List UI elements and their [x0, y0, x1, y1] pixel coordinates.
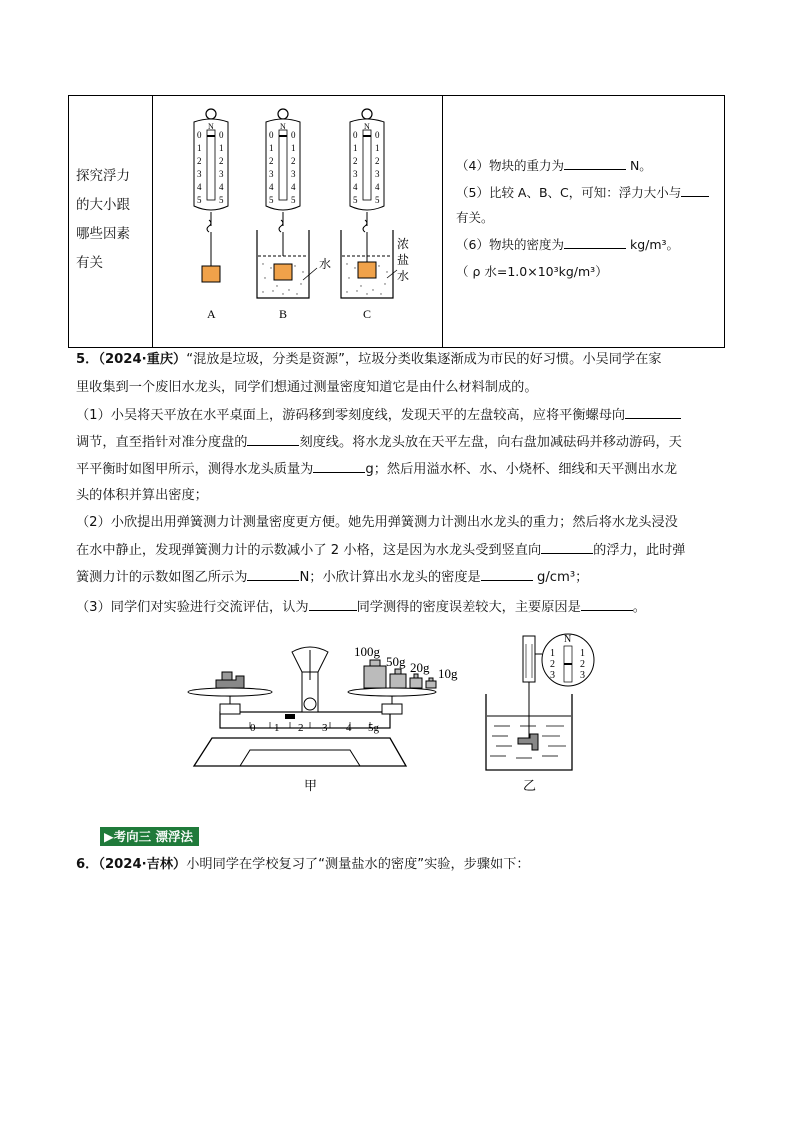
weight-label: 20g [410, 660, 430, 675]
caption-jia: 甲 [304, 778, 318, 793]
svg-text:3: 3 [197, 169, 202, 179]
rider-tick: 2 [298, 722, 304, 734]
q5-line-10: （3）同学们对实验进行交流评估，认为 同学测得的密度误差较大，主要原因是 。 [76, 600, 646, 615]
topic-line: 的大小跟 [76, 197, 130, 213]
topic-cell [76, 162, 156, 278]
svg-text:1: 1 [219, 143, 224, 153]
caption-yi: 乙 [523, 778, 537, 793]
svg-text:0: 0 [353, 130, 358, 140]
svg-text:3: 3 [269, 169, 274, 179]
svg-text:2: 2 [291, 156, 296, 166]
gauge-figure [486, 634, 594, 793]
answer-blank[interactable] [481, 568, 533, 581]
svg-text:1: 1 [375, 143, 380, 153]
spring-scale-figure [169, 108, 410, 326]
spring-scale-a [194, 109, 228, 321]
question-4: （4）物块的重力为 N。 [456, 158, 652, 173]
gauge-tick: 1 [580, 648, 585, 659]
label-c: C [363, 307, 372, 321]
q5-line-3: （1）小吴将天平放在水平桌面上，游码移到零刻度线，发现天平的左盘较高，应将平衡螺母向 [76, 406, 681, 425]
q5-line-9: 簧测力计的示数如图乙所示为 N；小欣计算出水龙头的密度是 g/cm³； [76, 570, 589, 585]
rider-tick: 3 [322, 722, 328, 734]
svg-text:5: 5 [375, 195, 380, 205]
q5-line-1: 5．（2024·重庆）“混放是垃圾，分类是资源”，垃圾分类收集逐渐成为市民的好习惯。小吴同学在家 [76, 352, 662, 367]
svg-text:3: 3 [219, 169, 224, 179]
svg-text:2: 2 [269, 156, 274, 166]
weight-label: 50g [386, 654, 406, 669]
label-brine-2: 盐 [397, 253, 410, 267]
label-a: A [207, 307, 216, 321]
q5-line-7: （2）小欣提出用弹簧测力计测量密度更方便。她先用弹簧测力计测出水龙头的重力；然后将水龙头浸没 [76, 515, 678, 530]
question-5-cont: 有关。 [456, 210, 494, 225]
svg-text:5: 5 [291, 195, 296, 205]
svg-text:2: 2 [197, 156, 202, 166]
svg-text:5: 5 [353, 195, 358, 205]
q5-line-8: 在水中静止，发现弹簧测力计的示数减小了 2 小格，这是因为水龙头受到竖直向 的浮力，此时弹 [76, 543, 686, 558]
label-water: 水 [319, 257, 332, 271]
answer-blank[interactable] [564, 157, 626, 170]
gauge-tick: 3 [580, 670, 585, 681]
svg-text:4: 4 [375, 182, 380, 192]
label-b: B [279, 307, 288, 321]
question-5: （5）比较 A、B、C，可知：浮力大小与 [456, 184, 709, 202]
table-divider-2 [442, 96, 443, 347]
svg-text:3: 3 [291, 169, 296, 179]
question-6: （6）物块的密度为 kg/m³。 [456, 237, 680, 252]
svg-text:1: 1 [291, 143, 296, 153]
svg-text:0: 0 [197, 130, 202, 140]
svg-text:2: 2 [219, 156, 224, 166]
svg-text:0: 0 [219, 130, 224, 140]
spring-scale-c [341, 109, 409, 321]
q6-head: 6．（2024·吉林） [76, 857, 187, 872]
svg-text:5: 5 [197, 195, 202, 205]
rider-tick: 0 [250, 722, 256, 734]
spring-scale-b [257, 109, 331, 321]
svg-text:N: N [280, 122, 286, 131]
gauge-tick: 1 [550, 648, 555, 659]
topic-line: 有关 [76, 255, 103, 271]
q5-line-5: 平平衡时如图甲所示，测得水龙头质量为 g；然后用溢水杯、水、小烧杯、细线和天平测出水龙 [76, 462, 678, 477]
svg-text:1: 1 [197, 143, 202, 153]
svg-text:4: 4 [353, 182, 358, 192]
topic-line: 哪些因素 [76, 226, 130, 242]
q5-line-6: 头的体积并算出密度； [76, 488, 208, 503]
svg-text:0: 0 [291, 130, 296, 140]
answer-blank[interactable] [313, 460, 365, 473]
answer-blank[interactable] [564, 236, 626, 249]
svg-text:1: 1 [353, 143, 358, 153]
balance-and-gauge-figure [180, 630, 600, 795]
label-brine-1: 浓 [397, 237, 410, 251]
answer-blank[interactable] [681, 184, 709, 197]
svg-text:2: 2 [353, 156, 358, 166]
gauge-unit: N [564, 634, 572, 645]
answer-blank[interactable] [541, 541, 593, 554]
svg-text:1: 1 [269, 143, 274, 153]
svg-text:0: 0 [375, 130, 380, 140]
svg-text:0: 0 [269, 130, 274, 140]
gauge-tick: 3 [550, 670, 555, 681]
svg-text:3: 3 [375, 169, 380, 179]
rider-tick: 4 [346, 722, 352, 734]
gauge-tick: 2 [550, 659, 555, 670]
balance-figure [188, 644, 458, 793]
svg-text:4: 4 [219, 182, 224, 192]
rider-tick: 5g [368, 722, 379, 734]
svg-text:3: 3 [353, 169, 358, 179]
q5-line-4: 调节，直至指针对准分度盘的 刻度线。将水龙头放在天平左盘，向右盘加减砝码并移动游码，天 [76, 435, 682, 450]
weight-label: 100g [354, 644, 380, 659]
svg-text:2: 2 [375, 156, 380, 166]
svg-text:N: N [364, 122, 370, 131]
answer-blank[interactable] [247, 568, 299, 581]
experiment-table [68, 95, 725, 348]
svg-text:N: N [208, 122, 214, 131]
svg-text:4: 4 [291, 182, 296, 192]
topic-line: 探究浮力 [76, 168, 130, 184]
answer-blank[interactable] [625, 406, 681, 419]
answer-blank[interactable] [309, 598, 357, 611]
svg-text:5: 5 [219, 195, 224, 205]
svg-text:4: 4 [269, 182, 274, 192]
q6-line-1: 6．（2024·吉林）小明同学在学校复习了“测量盐水的密度”实验，步骤如下： [76, 857, 530, 872]
svg-text:5: 5 [269, 195, 274, 205]
section-tag: ▶考向三 漂浮法 [100, 827, 199, 846]
rider-weight [285, 714, 295, 719]
answer-blank[interactable] [581, 598, 633, 611]
label-brine-3: 水 [397, 269, 410, 283]
answer-blank[interactable] [247, 433, 299, 446]
q5-head: 5．（2024·重庆） [76, 352, 187, 367]
svg-text:4: 4 [197, 182, 202, 192]
gauge-tick: 2 [580, 659, 585, 670]
weight-label: 10g [438, 666, 458, 681]
density-note: （ ρ 水=1.0×10³kg/m³） [456, 264, 608, 279]
rider-tick: 1 [274, 722, 280, 734]
q5-line-2: 里收集到一个废旧水龙头，同学们想通过测量密度知道它是由什么材料制成的。 [76, 380, 538, 395]
